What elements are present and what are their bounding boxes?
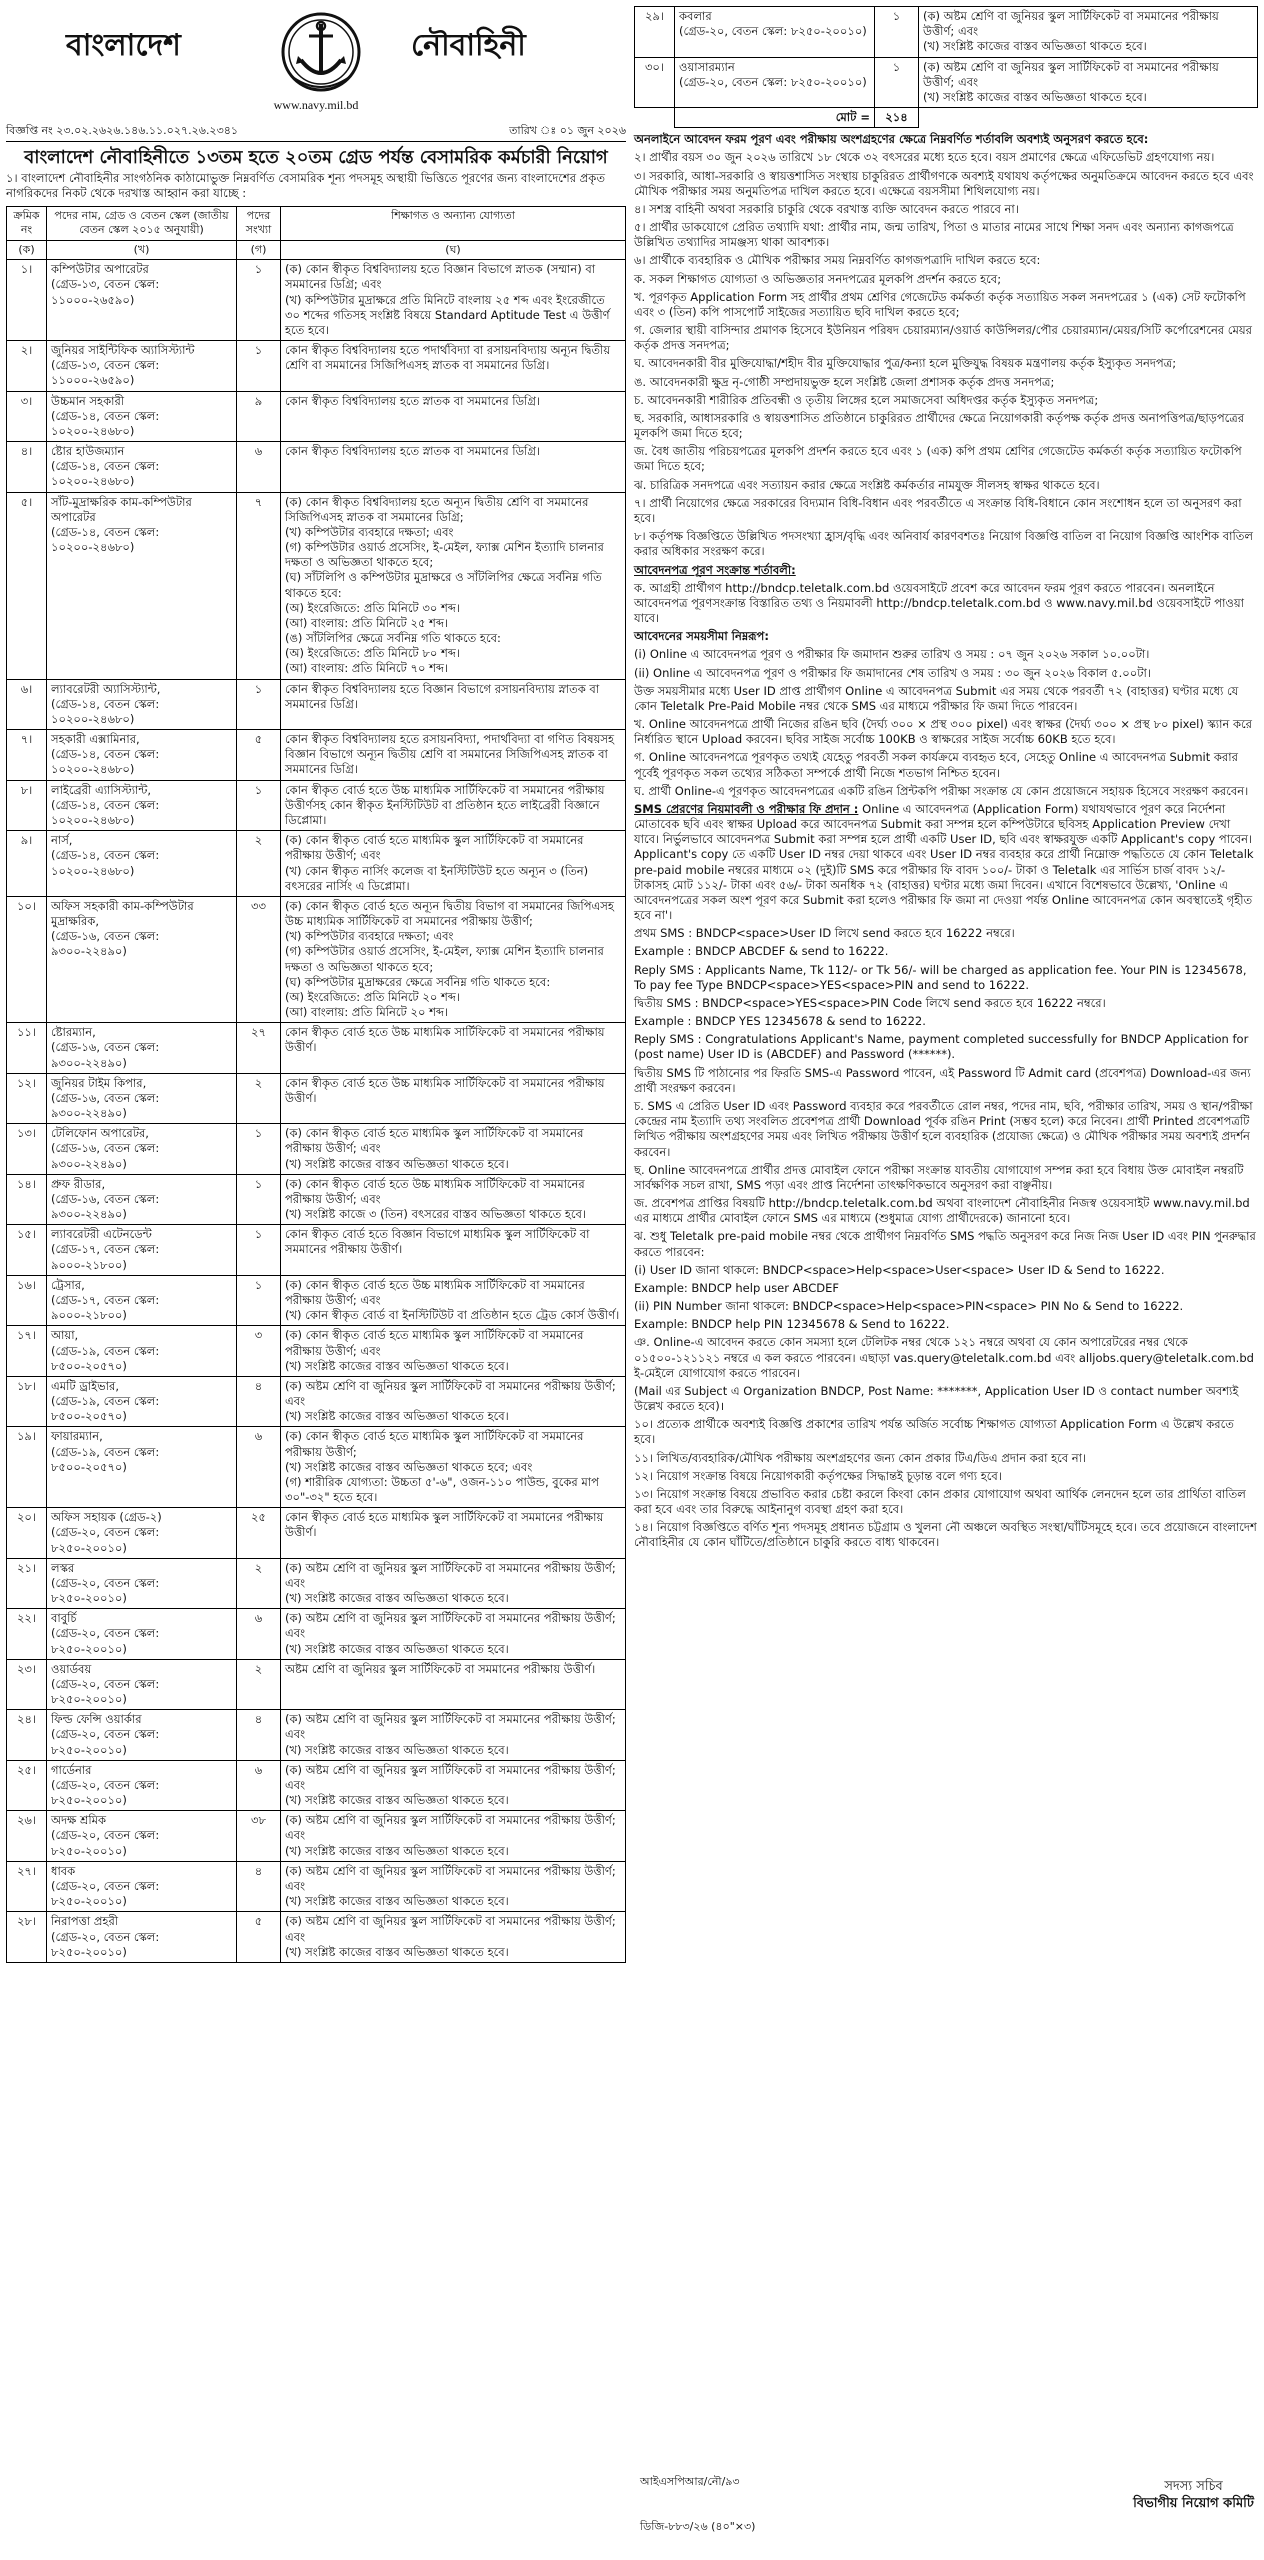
row-serial: ২৯। xyxy=(635,7,675,58)
row-post: ষ্টোরম্যান, (গ্রেড-১৬, বেতন স্কেল: ৯৩০০-২২৪৯০) xyxy=(47,1023,237,1074)
condition-item: ঘ. আবেদনকারী বীর মুক্তিযোদ্ধা/শহীদ বীর মুক্তিযোদ্ধার পুত্র/কন্যা হলে মুক্তিযুদ্ধ বিষয়ক মন্ত্রণালয় কর্তৃক ইস্যুকৃত সনদপত্র; xyxy=(634,356,1177,371)
row-qualification: (ক) অষ্টম শ্রেণি বা জুনিয়র স্কুল সার্টিফিকেট বা সমমানের পরীক্ষায় উত্তীর্ণ; এবং (খ) সংশ্লিষ্ট কাজের বাস্তব অভিজ্ঞতা থাকতে হবে। xyxy=(919,57,1258,108)
row-post: জুনিয়র সাইন্টিফিক অ্যাসিস্ট্যান্ট (গ্রেড-১৩, বেতন স্কেল: ১১০০০-২৬৫৯০) xyxy=(47,341,237,392)
row-post: ষ্টোর হাউজম্যান (গ্রেড-১৪, বেতন স্কেল: ১০২০০-২৪৬৮০) xyxy=(47,442,237,493)
table-row xyxy=(7,1760,626,1811)
table-row xyxy=(7,1073,626,1124)
row-serial: ২। xyxy=(7,341,47,392)
schedule-list xyxy=(634,647,1258,799)
row-post: গার্ডেনার (গ্রেড-২০, বেতন স্কেল: ৮২৫০-২০০১০) xyxy=(47,1760,237,1811)
condition-item: ৩। সরকারি, আধা-সরকারি ও স্বায়ত্তশাসিত সংস্থায় চাকুরিরত প্রার্থীগণকে অবশ্যই যথাযথ কর্তৃপক্ষের অনুমতিক্রমে আবেদন করতে হবে এবং মৌখিক পরীক্ষার সময় অনুমতিপত্র দাখিল করতে হবে। এক্ষেত্রে বয়সসীমা শিথিলযোগ্য নয়। xyxy=(634,168,1254,198)
table-row xyxy=(7,492,626,679)
table-row xyxy=(7,442,626,493)
conditions-title: অনলাইনে আবেদন ফরম পূরণ এবং পরীক্ষায় অংশগ্রহণের ক্ষেত্রে নিম্নবর্ণিত শর্তাবলি অবশ্যই অনুসরণ করতে হবে: xyxy=(634,132,1149,147)
extra-condition-item: ছ. Online আবেদনপত্রে প্রার্থীর প্রদত্ত মোবাইল ফোনে পরীক্ষা সংক্রান্ত যাবতীয় যোগাযোগ সম্পন্ন করা হবে বিধায় উক্ত মোবাইল নম্বরটি সার্বক্ষণিক সচল রাখা, SMS পড়া এবং প্রাপ্ত নির্দেশনা তাৎক্ষণিকভাবে অনুসরণ করা বাঞ্ছনীয়। xyxy=(634,1162,1244,1192)
table-row xyxy=(7,679,626,730)
row-serial: ২২। xyxy=(7,1609,47,1660)
schedule-item: (ii) Online এ আবেদনপত্র পূরণ ও পরীক্ষার ফি জমাদানের শেষ তারিখ ও সময় : ৩০ জুন ২০২৬ বিকাল ৫.০০টা। xyxy=(634,665,1151,680)
conditions-list xyxy=(634,150,1258,559)
row-post: লাইব্রেরী এ্যাসিস্ট্যান্ট, (গ্রেড-১৪, বেতন স্কেল: ১০২০০-২৪৬৮০) xyxy=(47,780,237,831)
row-qualification: (ক) কোন স্বীকৃত বোর্ড হতে উচ্চ মাধ্যমিক সার্টিফিকেট বা সমমানের পরীক্ষায় উত্তীর্ণ; এবং (খ) সংশ্লিষ্ট কাজে ৩ (তিন) বৎসরের বাস্তব অভিজ্ঞতা থাকতে হবে। xyxy=(281,1174,626,1225)
sms-reply-2: Reply SMS : Congratulations Applicant's Name, payment completed successfully for BNDCP Application for (post name) User ID is (ABCDEF) and Password (******). xyxy=(634,1032,1249,1062)
ref-number: বিজ্ঞপ্তি নং ২৩.০২.২৬২৬.১৪৬.১১.০২৭.২৬.২৩৪১ xyxy=(6,124,239,137)
row-serial: ৬। xyxy=(7,679,47,730)
row-qualification: (ক) কোন স্বীকৃত বিশ্ববিদ্যালয় হতে বিজ্ঞান বিভাগে স্নাতক (সম্মান) বা সমমানের ডিগ্রি; এবং (খ) কম্পিউটার মুদ্রাক্ষরে প্রতি মিনিটে বাংলায় ২৫ শব্দ এবং ইংরেজীতে ৩০ শব্দের গতিসহ সংশ্লিষ্ট বিষয়ে Standard Aptitude Test এ উত্তীর্ণ হতে হবে। xyxy=(281,260,626,341)
condition-item: খ. পূরণকৃত Application Form সহ প্রার্থীর প্রথম শ্রেণির গেজেটেড কর্মকর্তা কর্তৃক সত্যায়িত সকল সনদপত্রের ১ (এক) সেট ফটোকপি এবং ৩ (তিন) কপি পাসপোর্ট সাইজের সত্যায়িত ছবি দাখিল করতে হবে; xyxy=(634,289,1246,319)
row-post: প্রুফ রীডার, (গ্রেড-১৬, বেতন স্কেল: ৯৩০০-২২৪৯০) xyxy=(47,1174,237,1225)
sms-after: দ্বিতীয় SMS টি পাঠানোর পর ফিরতি SMS-এ Password পাবেন, এই Password টি Admit card (প্রবেশপত্র) Download-এর জন্য প্রার্থী সংরক্ষণ করবেন। xyxy=(634,1065,1251,1095)
col-header-count: পদের সংখ্যা xyxy=(237,206,281,240)
condition-item: চ. আবেদনকারী শারীরিক প্রতিবন্ধী ও তৃতীয় লিঙ্গের হলে সমাজসেবা অধিদপ্তর কর্তৃক ইস্যুকৃত সনদপত্র; xyxy=(634,392,1099,407)
row-count: ৪ xyxy=(237,1710,281,1761)
row-count: ৬ xyxy=(237,1760,281,1811)
row-qualification: (ক) অষ্টম শ্রেণি বা জুনিয়র স্কুল সার্টিফিকেট বা সমমানের পরীক্ষায় উত্তীর্ণ; এবং (খ) সংশ্লিষ্ট কাজের বাস্তব অভিজ্ঞতা থাকতে হবে। xyxy=(281,1811,626,1862)
condition-item: ছ. সরকারি, আধাসরকারি ও স্বায়ত্তশাসিত প্রতিষ্ঠানে চাকুরিরত প্রার্থীদের ক্ষেত্রে নিয়োগকারী কর্তৃপক্ষ কর্তৃক প্রদত্ত অনাপত্তিপত্র/ছাড়পত্রের মূলকপি জমা দিতে হবে; xyxy=(634,410,1245,441)
row-count: ১ xyxy=(875,7,919,58)
final-condition-item: ১১। লিখিত/ব্যবহারিক/মৌখিক পরীক্ষায় অংশগ্রহণের জন্য কোন প্রকার টিএ/ডিএ প্রদান করা হবে না। xyxy=(634,1450,1087,1465)
table-row xyxy=(7,831,626,897)
condition-item: গ. জেলার স্থায়ী বাসিন্দার প্রমাণক হিসেবে ইউনিয়ন পরিষদ চেয়ারম্যান/ওয়ার্ড কাউন্সিলর/পৌর চেয়ারম্যান/মেয়র/সিটি কর্পোরেশনের মেয়র কর্তৃক প্রদত্ত সনদপত্র; xyxy=(634,323,1252,353)
row-qualification: কোন স্বীকৃত বিশ্ববিদ্যালয় হতে রসায়নবিদ্যা, পদার্থবিদ্যা বা গণিত বিষয়সহ বিজ্ঞান বিভাগে অন্যূন দ্বিতীয় শ্রেণি বা সমমানের সিজিপিএসহ স্নাতক বা সমমানের ডিগ্রি। xyxy=(281,730,626,781)
row-count: ১ xyxy=(237,1174,281,1225)
row-post: ফায়ারম্যান, (গ্রেড-১৯, বেতন স্কেল: ৮৫০০-২০৫৭০) xyxy=(47,1427,237,1508)
table-header-row xyxy=(7,206,626,240)
condition-item: ৪। সশস্ত্র বাহিনী অথবা সরকারি চাকুরি থেকে বরখাস্ত ব্যক্তি আবেদন করতে পারবে না। xyxy=(634,201,1019,216)
col-header-qualification: শিক্ষাগত ও অন্যান্য যোগ্যতা xyxy=(281,206,626,240)
ref-line xyxy=(6,124,626,142)
row-count: ১ xyxy=(237,1124,281,1175)
circular-date: তারিখ ঃ ০১ জুন ২০২৬ xyxy=(509,124,626,137)
row-post: ওয়ার্ডবয় (গ্রেড-২০, বেতন স্কেল: ৮২৫০-২০০১০) xyxy=(47,1659,237,1710)
right-column xyxy=(634,6,1258,1554)
row-count: ৫ xyxy=(237,730,281,781)
row-count: ১ xyxy=(237,679,281,730)
row-post: আয়া, (গ্রেড-১৯, বেতন স্কেল: ৮৫০০-২০৫৭০) xyxy=(47,1326,237,1377)
table-row xyxy=(7,1326,626,1377)
row-count: ২ xyxy=(237,1558,281,1609)
sms-intro: Online এ আবেদনপত্র (Application Form) যথাযথভাবে পূরণ করে নির্দেশনা মোতাবেক ছবি এবং স্বাক্ষর Upload করে আবেদনপত্র Submit করা সম্পন্ন হলে কম্পিউটারে ছবিসহ Application Preview দেখা যাবে। নির্ভুলভাবে আবেদনপত্র Submit করা সম্পন্ন হলে প্রার্থী একটি User ID, ছবি এবং স্বাক্ষরযুক্ত একটি Applicant's copy পাবেন। Applicant's copy তে একটি User ID নম্বর দেয়া থাকবে এবং User ID নম্বর ব্যবহার করে প্রার্থী নিম্নোক্ত পদ্ধতিতে যে কোন Teletalk pre-paid mobile নম্বরের মাধ্যমে ০২ (দুই)টি SMS করে পরীক্ষার ফি বাবদ ১০০/- টাকা ও Teletalk এর সার্ভিস চার্জ বাবদ ১২/- টাকাসহ মোট ১১২/- টাকা এবং ৫৬/- টাকা অনধিক ৭২ (বাহাত্তর) ঘণ্টার মধ্যে জমা দিবেন। এখানে বিশেষভাবে উল্লেখ্য, 'Online এ আবেদনপত্রের সকল অংশ পূরণ করে Submit করা হলেও পরীক্ষার ফি জমা না দেওয়া পর্যন্ত Online আবেদনপত্র কোন অবস্থাতেই গৃহীত হবে না'। xyxy=(634,801,1254,923)
sms-reply-1: Reply SMS : Applicants Name, Tk 112/- or Tk 56/- will be charged as application fee. Your PIN is 12345678, To pay fee Type BNDCP<space>YES<space>PIN and send to 16222. xyxy=(634,962,1247,992)
final-condition-item: ১০। প্রত্যেক প্রার্থীকে অবশ্যই বিজ্ঞপ্তি প্রকাশের তারিখ পর্যন্ত অর্জিত সর্বোচ্চ শিক্ষাগত যোগ্যতা Application Form এ উল্লেখ করতে হবে। xyxy=(634,1417,1234,1447)
row-qualification: (ক) অষ্টম শ্রেণি বা জুনিয়র স্কুল সার্টিফিকেট বা সমমানের পরীক্ষায় উত্তীর্ণ; এবং (খ) সংশ্লিষ্ট কাজের বাস্তব অভিজ্ঞতা থাকতে হবে। xyxy=(281,1609,626,1660)
condition-item: ঝ. চারিত্রিক সনদপত্রে এবং সত্যায়ন করার ক্ষেত্রে সংশ্লিষ্ট কর্মকর্তার নামযুক্ত সীলসহ স্বাক্ষর থাকতে হবে। xyxy=(634,477,1100,492)
row-post: সহকারী এক্সামিনার, (গ্রেড-১৪, বেতন স্কেল: ১০২০০-২৪৬৮০) xyxy=(47,730,237,781)
schedule-item: (i) Online এ আবেদনপত্র পূরণ ও পরীক্ষার ফি জমাদান শুরুর তারিখ ও সময় : ০৭ জুন ২০২৬ সকাল ১০.০০টা। xyxy=(634,647,1150,662)
row-post: ল্যাবরেটরী এটেনডেন্ট (গ্রেড-১৭, বেতন স্কেল: ৯০০০-২১৮০০) xyxy=(47,1225,237,1276)
table-row xyxy=(7,1609,626,1660)
table-row xyxy=(7,260,626,341)
table-row xyxy=(7,896,626,1022)
row-count: ৯ xyxy=(237,391,281,442)
main-title: বাংলাদেশ নৌবাহিনীতে ১৩তম হতে ২০তম গ্রেড পর্যন্ত বেসামরিক কর্মচারী নিয়োগ xyxy=(24,146,608,168)
schedule-item: গ. Online আবেদনপত্রে পূরণকৃত তথ্যই যেহেতু পরবর্তী সকল কার্যক্রমে ব্যবহৃত হবে, সেহেতু Online এ আবেদনপত্র Submit করার পূর্বেই পূরণকৃত সকল তথ্যের সঠিকতা সম্পর্কে প্রার্থী নিজে শতভাগ নিশ্চিত হবেন। xyxy=(634,750,1238,780)
signature-sub: বিভাগীয় নিয়োগ কমিটি xyxy=(1133,2496,1254,2512)
table-row xyxy=(7,1558,626,1609)
table-body-continued xyxy=(635,7,1258,108)
col-letter: (খ) xyxy=(47,240,237,260)
table-body xyxy=(7,260,626,1963)
row-post: ফিল্ড ফেন্সি ওয়ার্কার (গ্রেড-২০, বেতন স্কেল: ৮২৫০-২০০১০) xyxy=(47,1710,237,1761)
row-qualification: (ক) অষ্টম শ্রেণি বা জুনিয়র স্কুল সার্টিফিকেট বা সমমানের পরীক্ষায় উত্তীর্ণ; এবং (খ) সংশ্লিষ্ট কাজের বাস্তব অভিজ্ঞতা থাকতে হবে। xyxy=(281,1912,626,1963)
row-post: কম্পিউটার অপারেটর (গ্রেড-১৩, বেতন স্কেল: ১১০০০-২৬৫৯০) xyxy=(47,260,237,341)
row-post: ওয়াসারম্যান (গ্রেড-২০, বেতন স্কেল: ৮২৫০-২০০১০) xyxy=(675,57,875,108)
row-serial: ৯। xyxy=(7,831,47,897)
conditions-section xyxy=(634,132,1258,1550)
final-condition-item: ১২। নিয়োগ সংক্রান্ত বিষয়ে নিয়োগকারী কর্তৃপক্ষের সিদ্ধান্তই চূড়ান্ত বলে গণ্য হবে। xyxy=(634,1468,1002,1483)
table-row xyxy=(7,1508,626,1559)
row-post: জুনিয়র টাইম কিপার, (গ্রেড-১৬, বেতন স্কেল: ৯৩০০-২২৪৯০) xyxy=(47,1073,237,1124)
posts-table xyxy=(6,206,626,1963)
row-count: ২ xyxy=(237,1659,281,1710)
table-row xyxy=(7,730,626,781)
row-serial: ৩০। xyxy=(635,57,675,108)
col-letter: (ঘ) xyxy=(281,240,626,260)
recover-pin-example: Example: BNDCP help PIN 12345678 & Send to 16222. xyxy=(634,1317,950,1332)
intro-text: ১। বাংলাদেশ নৌবাহিনীর সাংগঠনিক কাঠামোভুক্ত নিম্নবর্ণিত বেসামরিক শূন্য পদসমূহ অস্থায়ী ভিত্তিতে পূরণের জন্য বাংলাদেশের প্রকৃত নাগরিকদের নিকট থেকে দরখাস্ত আহ্বান করা যাচ্ছে : xyxy=(6,171,605,201)
row-post: বাবুর্চি (গ্রেড-২০, বেতন স্কেল: ৮২৫০-২০০১০) xyxy=(47,1609,237,1660)
sms-first-example: Example : BNDCP ABCDEF & send to 16222. xyxy=(634,944,889,959)
row-serial: ২৩। xyxy=(7,1659,47,1710)
table-row xyxy=(7,1659,626,1710)
row-count: ১ xyxy=(237,260,281,341)
row-count: ৩ xyxy=(237,1326,281,1377)
row-post: ল্যাবরেটরী অ্যাসিস্ট্যান্ট, (গ্রেড-১৪, বেতন স্কেল: ১০২০০-২৪৬৮০) xyxy=(47,679,237,730)
row-serial: ২০। xyxy=(7,1508,47,1559)
row-qualification: কোন স্বীকৃত বিশ্ববিদ্যালয় হতে পদার্থবিদ্যা বা রসায়নবিদ্যায় অন্যূন দ্বিতীয় শ্রেণি বা সমমানের সিজিপিএসহ স্নাতক বা সমমানের ডিগ্রি। xyxy=(281,341,626,392)
table-row xyxy=(7,780,626,831)
schedule-item: ঘ. প্রার্থী Online-এ পূরণকৃত আবেদনপত্রের একটি রঙিন প্রিন্টকপি পরীক্ষা সংক্রান্ত যে কোন প্রয়োজনে সহায়ক হিসেবে সংরক্ষণ করবেন। xyxy=(634,783,1249,798)
row-count: ২ xyxy=(237,1073,281,1124)
row-serial: ৩। xyxy=(7,391,47,442)
row-serial: ১৪। xyxy=(7,1174,47,1225)
row-serial: ১৬। xyxy=(7,1275,47,1326)
table-row xyxy=(7,391,626,442)
schedule-item: উক্ত সময়সীমার মধ্যে User ID প্রাপ্ত প্রার্থীগণ Online এ আবেদনপত্র Submit এর সময় থেকে পরবর্তী ৭২ (বাহাত্তর) ঘণ্টার মধ্যে যে কোন Teletalk Pre-Paid Mobile নম্বর থেকে SMS এর মাধ্যমে পরীক্ষার ফি জমা দিতে পারবেন। xyxy=(634,683,1239,713)
row-qualification: (ক) অষ্টম শ্রেণি বা জুনিয়র স্কুল সার্টিফিকেট বা সমমানের পরীক্ষায় উত্তীর্ণ; এবং (খ) সংশ্লিষ্ট কাজের বাস্তব অভিজ্ঞতা থাকতে হবে। xyxy=(281,1760,626,1811)
row-serial: ১২। xyxy=(7,1073,47,1124)
footer-ref: ডিজি-৮৮৩/২৬ (৪০"×৩) xyxy=(640,2520,756,2533)
table-row xyxy=(7,1174,626,1225)
left-column xyxy=(6,6,626,1963)
row-qualification: (ক) কোন স্বীকৃত বোর্ড হতে অন্যূন দ্বিতীয় বিভাগ বা সমমানের জিপিএসহ উচ্চ মাধ্যমিক সার্টিফিকেট বা সমমানের পরীক্ষায় উত্তীর্ণ; (খ) কম্পিউটার ব্যবহারে দক্ষতা; এবং (গ) কম্পিউটার ওয়ার্ড প্রসেসিং, ই-মেইল, ফ্যাক্স মেশিন ইত্যাদি চালনার দক্ষতা ও অভিজ্ঞতা থাকতে হবে; (ঘ) কম্পিউটার মুদ্রাক্ষরের ক্ষেত্রে সর্বনিম্ন গতি থাকতে হবে: (অ) ইংরেজিতে: প্রতি মিনিটে ২০ শব্দ। (আ) বাংলায়: প্রতি মিনিটে ২০ শব্দ। xyxy=(281,896,626,1022)
row-count: ৭ xyxy=(237,492,281,679)
recover-user-id-example: Example: BNDCP help user ABCDEF xyxy=(634,1280,839,1295)
row-count: ২৭ xyxy=(237,1023,281,1074)
table-row xyxy=(7,1023,626,1074)
condition-item: ৮। কর্তৃপক্ষ বিজ্ঞপ্তিতে উল্লিখিত পদসংখ্যা হ্রাস/বৃদ্ধি এবং অনিবার্য কারণবশতঃ নিয়োগ বিজ্ঞপ্তি বাতিল বা নিয়োগ বিজ্ঞপ্তি আংশিক বাতিল করার অধিকার সংরক্ষণ করে। xyxy=(634,529,1253,559)
row-qualification: (ক) কোন স্বীকৃত বোর্ড হতে মাধ্যমিক স্কুল সার্টিফিকেট বা সমমানের পরীক্ষায় উত্তীর্ণ; (খ) সংশ্লিষ্ট কাজের বাস্তব অভিজ্ঞতা থাকতে হবে; এবং (গ) শারীরিক যোগ্যতা: উচ্চতা ৫'-৬", ওজন-১১০ পাউন্ড, বুকের মাপ ৩০"-৩২" হতে হবে। xyxy=(281,1427,626,1508)
sms-section xyxy=(634,802,1258,923)
total-label: মোট = xyxy=(675,108,875,128)
row-serial: ২৮। xyxy=(7,1912,47,1963)
table-row xyxy=(7,1861,626,1912)
help-para: ঞ. Online-এ আবেদন করতে কোন সমস্যা হলে টেলিটক নম্বর থেকে ১২১ নম্বরে অথবা যে কোন অপারেটরের নম্বর থেকে ০১৫০০-১২১১২১ নম্বরে এ কল করতে পারবেন। এছাড়া vas.query@teletalk.com.bd এবং alljobs.query@teletalk.com.bd ই-মেইলে যোগাযোগ করতে পারবেন। xyxy=(634,1335,1254,1380)
signature-title: সদস্য সচিব xyxy=(1164,2479,1223,2494)
row-serial: ৭। xyxy=(7,730,47,781)
col-letter: (ক) xyxy=(7,240,47,260)
table-row xyxy=(635,7,1258,58)
row-post: উচ্চমান সহকারী (গ্রেড-১৪, বেতন স্কেল: ১০২০০-২৪৬৮০) xyxy=(47,391,237,442)
row-count: ৬ xyxy=(237,1609,281,1660)
row-count: ৬ xyxy=(237,1427,281,1508)
row-serial: ৮। xyxy=(7,780,47,831)
table-row xyxy=(7,1427,626,1508)
mail-para: (Mail এর Subject এ Organization BNDCP, Post Name: *******, Application User ID ও contact number অবশ্যই উল্লেখ করতে হবে)। xyxy=(634,1383,1239,1414)
row-count: ৪ xyxy=(237,1861,281,1912)
row-post: টেলিফোন অপারেটর, (গ্রেড-১৬, বেতন স্কেল: ৯৩০০-২২৪৯০) xyxy=(47,1124,237,1175)
col-header-sl: ক্রমিক নং xyxy=(7,206,47,240)
row-serial: ৪। xyxy=(7,442,47,493)
recover-user-id: (i) User ID জানা থাকলে: BNDCP<space>Help<space>User<space> User ID & Send to 16222. xyxy=(634,1262,1165,1277)
row-count: ৪ xyxy=(237,1376,281,1427)
row-qualification: কোন স্বীকৃত বোর্ড হতে উচ্চ মাধ্যমিক সার্টিফিকেট বা সমমানের পরীক্ষায় উত্তীর্ণ। xyxy=(281,1073,626,1124)
row-serial: ১১। xyxy=(7,1023,47,1074)
sms-title: SMS প্রেরণের নিয়মাবলী ও পরীক্ষার ফি প্রদান : xyxy=(634,801,859,816)
row-post: লস্কর (গ্রেড-২০, বেতন স্কেল: ৮২৫০-২০০১০) xyxy=(47,1558,237,1609)
row-count: ১ xyxy=(237,341,281,392)
row-post: ট্রেসার, (গ্রেড-১৭, বেতন স্কেল: ৯০০০-২১৮০০) xyxy=(47,1275,237,1326)
row-qualification: (ক) কোন স্বীকৃত বোর্ড হতে মাধ্যমিক স্কুল সার্টিফিকেট বা সমমানের পরীক্ষায় উত্তীর্ণ; এবং (খ) কোন স্বীকৃত নার্সিং কলেজ বা ইনস্টিটিউট হতে অন্যূন ৩ (তিন) বৎসরের নার্সিং এ ডিপ্লোমা। xyxy=(281,831,626,897)
row-serial: ১৩। xyxy=(7,1124,47,1175)
table-row xyxy=(7,1275,626,1326)
row-post: অদক্ষ শ্রমিক (গ্রেড-২০, বেতন স্কেল: ৮২৫০-২০০১০) xyxy=(47,1811,237,1862)
row-serial: ১৯। xyxy=(7,1427,47,1508)
sms-first: প্রথম SMS : BNDCP<space>User ID লিখে send করতে হবে 16222 নম্বরে। xyxy=(634,926,1015,941)
row-post: কবলার (গ্রেড-২০, বেতন স্কেল: ৮২৫০-২০০১০) xyxy=(675,7,875,58)
condition-item: ২। প্রার্থীর বয়স ৩০ জুন ২০২৬ তারিখে ১৮ থেকে ৩২ বৎসরের মধ্যে হতে হবে। বয়স প্রমাণের ক্ষেত্রে এফিডেভিট গ্রহণযোগ্য নয়। xyxy=(634,150,1215,165)
row-qualification: কোন স্বীকৃত বোর্ড হতে মাধ্যমিক স্কুল সার্টিফিকেট বা সমমানের পরীক্ষায় উত্তীর্ণ। xyxy=(281,1508,626,1559)
row-serial: ১৭। xyxy=(7,1326,47,1377)
final-conditions xyxy=(634,1417,1258,1550)
total-row xyxy=(635,108,1258,128)
row-count: ১ xyxy=(237,780,281,831)
website-link[interactable]: www.navy.mil.bd xyxy=(273,98,359,112)
row-serial: ১৫। xyxy=(7,1225,47,1276)
row-serial: ২৪। xyxy=(7,1710,47,1761)
row-serial: ১৮। xyxy=(7,1376,47,1427)
table-row xyxy=(7,341,626,392)
row-qualification: (ক) কোন স্বীকৃত বিশ্ববিদ্যালয় হতে অন্যূন দ্বিতীয় শ্রেণি বা সমমানের সিজিপিএসহ স্নাতক বা সমমানের ডিগ্রি; (খ) কম্পিউটার ব্যবহারে দক্ষতা; এবং (গ) কম্পিউটার ওয়ার্ড প্রসেসিং, ই-মেইল, ফ্যাক্স মেশিন ইত্যাদি চালনার দক্ষতা ও অভিজ্ঞতা থাকতে হবে; (ঘ) সাঁটলিপি ও কম্পিউটার মুদ্রাক্ষরে ও সাঁটলিপির ক্ষেত্রে সর্বনিম্ন গতি থাকতে হবে: (অ) ইংরেজিতে: প্রতি মিনিটে ৩০ শব্দ। (আ) বাংলায়: প্রতি মিনিটে ২৫ শব্দ। (ঙ) সাঁটলিপির ক্ষেত্রে সর্বনিম্ন গতি থাকতে হবে: (অ) ইংরেজিতে: প্রতি মিনিটে ৮০ শব্দ। (আ) বাংলায়: প্রতি মিনিটে ৭০ শব্দ। xyxy=(281,492,626,679)
table-row xyxy=(7,1811,626,1862)
condition-item: জ. বৈধ জাতীয় পরিচয়পত্রের মূলকপি প্রদর্শন করতে হবে এবং ১ (এক) কপি প্রথম শ্রেণির গেজেটেড কর্মকর্তা কর্তৃক সত্যায়িত ফটোকপি জমা দিতে হবে; xyxy=(634,444,1242,474)
extra-condition-item: জ. প্রবেশপত্র প্রাপ্তির বিষয়টি http://bndcp.teletalk.com.bd অথবা বাংলাদেশ নৌবাহিনীর নিজস্ব ওয়েবসাইট www.navy.mil.bd এর মাধ্যমে প্রার্থীর মোবাইল ফোনে SMS এর মাধ্যমে (শুধুমাত্র যোগ্য প্রার্থীদেরকে) জানানো হবে। xyxy=(634,1196,1250,1226)
condition-item: ৫। প্রার্থীর ডাকযোগে প্রেরিত তথ্যাদি যথা: প্রার্থীর নাম, জন্ম তারিখ, পিতা ও মাতার নামের সাথে শিক্ষা সনদ এবং অন্যান্য কাগজপত্রে উল্লিখিত তথ্যাদির সামঞ্জস্য থাকা আবশ্যক। xyxy=(634,220,1234,250)
col-header-post: পদের নাম, গ্রেড ও বেতন স্কেল (জাতীয় বেতন স্কেল ২০১৫ অনুযায়ী) xyxy=(47,206,237,240)
row-count: ১ xyxy=(237,1225,281,1276)
row-qualification: (ক) অষ্টম শ্রেণি বা জুনিয়র স্কুল সার্টিফিকেট বা সমমানের পরীক্ষায় উত্তীর্ণ; এবং (খ) সংশ্লিষ্ট কাজের বাস্তব অভিজ্ঞতা থাকতে হবে। xyxy=(281,1376,626,1427)
extra-condition-item: ঝ. শুধু Teletalk pre-paid mobile নম্বর থেকে প্রার্থীগণ নিম্নবর্ণিত SMS পদ্ধতি অনুসরণ করে নিজ নিজ User ID এবং PIN পুনরুদ্ধার করতে পারবেন: xyxy=(634,1229,1256,1259)
row-qualification: (ক) অষ্টম শ্রেণি বা জুনিয়র স্কুল সার্টিফিকেট বা সমমানের পরীক্ষায় উত্তীর্ণ; এবং (খ) সংশ্লিষ্ট কাজের বাস্তব অভিজ্ঞতা থাকতে হবে। xyxy=(281,1710,626,1761)
table-row xyxy=(7,1710,626,1761)
row-serial: ২৫। xyxy=(7,1760,47,1811)
row-qualification: (ক) অষ্টম শ্রেণি বা জুনিয়র স্কুল সার্টিফিকেট বা সমমানের পরীক্ষায় উত্তীর্ণ; এবং (খ) সংশ্লিষ্ট কাজের বাস্তব অভিজ্ঞতা থাকতে হবে। xyxy=(919,7,1258,58)
table-row xyxy=(7,1124,626,1175)
ispr-ref: আইএসপিআর/নৌ/৯৩ xyxy=(640,2475,740,2488)
row-post: এমটি ড্রাইভার, (গ্রেড-১৯, বেতন স্কেল: ৮৫০০-২০৫৭০) xyxy=(47,1376,237,1427)
header-left-title: বাংলাদেশ xyxy=(66,28,181,63)
row-post: অফিস সহকারী কাম-কম্পিউটার মুদ্রাক্ষরিক, (গ্রেড-১৬, বেতন স্কেল: ৯৩০০-২২৪৯০) xyxy=(47,896,237,1022)
condition-item: ৭। প্রার্থী নিয়োগের ক্ষেত্রে সরকারের বিদ্যমান বিধি-বিধান এবং পরবর্তীতে এ সংক্রান্ত বিধি-বিধানে কোন সংশোধন হলে তা অনুসরণ করা হবে। xyxy=(634,495,1242,525)
row-post: সাঁট-মুদ্রাক্ষরিক কাম-কম্পিউটার অপারেটর (গ্রেড-১৪, বেতন স্কেল: ১০২০০-২৪৬৮০) xyxy=(47,492,237,679)
row-qualification: (ক) কোন স্বীকৃত বোর্ড হতে মাধ্যমিক স্কুল সার্টিফিকেট বা সমমানের পরীক্ষায় উত্তীর্ণ; এবং (খ) সংশ্লিষ্ট কাজের বাস্তব অভিজ্ঞতা থাকতে হবে। xyxy=(281,1326,626,1377)
row-serial: ২৬। xyxy=(7,1811,47,1862)
table-row xyxy=(7,1225,626,1276)
recover-pin: (ii) PIN Number জানা থাকলে: BNDCP<space>Help<space>PIN<space> PIN No & Send to 16222. xyxy=(634,1299,1184,1314)
header-right-title: নৌবাহিনী xyxy=(411,28,526,63)
row-qualification: (ক) অষ্টম শ্রেণি বা জুনিয়র স্কুল সার্টিফিকেট বা সমমানের পরীক্ষায় উত্তীর্ণ; এবং (খ) সংশ্লিষ্ট কাজের বাস্তব অভিজ্ঞতা থাকতে হবে। xyxy=(281,1558,626,1609)
row-qualification: কোন স্বীকৃত বোর্ড হতে উচ্চ মাধ্যমিক সার্টিফিকেট বা সমমানের পরীক্ষায় উত্তীর্ণসহ কোন স্বীকৃত ইনস্টিটিউট বা প্রতিষ্ঠান হতে লাইব্রেরী বিজ্ঞানে ডিপ্লোমা। xyxy=(281,780,626,831)
row-qualification: কোন স্বীকৃত বোর্ড হতে উচ্চ মাধ্যমিক সার্টিফিকেট বা সমমানের পরীক্ষায় উত্তীর্ণ। xyxy=(281,1023,626,1074)
total-value: ২১৪ xyxy=(875,108,919,128)
sms-second: দ্বিতীয় SMS : BNDCP<space>YES<space>PIN Code লিখে send করতে হবে 16222 নম্বরে। xyxy=(634,995,1106,1010)
condition-item: ক. সকল শিক্ষাগত যোগ্যতা ও অভিজ্ঞতার সনদপত্রের মূলকপি প্রদর্শন করতে হবে; xyxy=(634,271,1002,286)
row-qualification: (ক) অষ্টম শ্রেণি বা জুনিয়র স্কুল সার্টিফিকেট বা সমমানের পরীক্ষায় উত্তীর্ণ; এবং (খ) সংশ্লিষ্ট কাজের বাস্তব অভিজ্ঞতা থাকতে হবে। xyxy=(281,1861,626,1912)
header xyxy=(6,6,626,124)
row-post: ধাবক (গ্রেড-২০, বেতন স্কেল: ৮২৫০-২০০১০) xyxy=(47,1861,237,1912)
table-row xyxy=(635,57,1258,108)
row-post: নিরাপত্তা প্রহরী (গ্রেড-২০, বেতন স্কেল: ৮২৫০-২০০১০) xyxy=(47,1912,237,1963)
final-condition-item: ১৪। নিয়োগ বিজ্ঞপ্তিতে বর্ণিত শূন্য পদসমূহ প্রধানত চট্টগ্রাম ও খুলনা নৌ অঞ্চলে অবস্থিত সংস্থা/ঘাঁটিসমূহে হবে। তবে প্রয়োজনে বাংলাদেশ নৌবাহিনীর যে কোন ঘাঁটিতে/প্রতিষ্ঠানে চাকুরি করতে বাধ্য থাকবেন। xyxy=(634,1520,1257,1550)
col-letter: (গ) xyxy=(237,240,281,260)
row-count: ১ xyxy=(237,1275,281,1326)
row-count: ৩৮ xyxy=(237,1811,281,1862)
row-qualification: (ক) কোন স্বীকৃত বোর্ড হতে মাধ্যমিক স্কুল সার্টিফিকেট বা সমমানের পরীক্ষায় উত্তীর্ণ; এবং (খ) সংশ্লিষ্ট কাজের বাস্তব অভিজ্ঞতা থাকতে হবে। xyxy=(281,1124,626,1175)
signature-block xyxy=(1133,2478,1254,2512)
posts-table-continued xyxy=(634,6,1258,128)
row-qualification: কোন স্বীকৃত বিশ্ববিদ্যালয় হতে বিজ্ঞান বিভাগে রসায়নবিদ্যায় স্নাতক বা সমমানের ডিগ্রি। xyxy=(281,679,626,730)
row-count: ৫ xyxy=(237,1912,281,1963)
row-count: ৩৩ xyxy=(237,896,281,1022)
row-count: ৬ xyxy=(237,442,281,493)
row-qualification: অষ্টম শ্রেণি বা জুনিয়র স্কুল সার্টিফিকেট বা সমমানের পরীক্ষায় উত্তীর্ণ। xyxy=(281,1659,626,1710)
row-qualification: (ক) কোন স্বীকৃত বোর্ড হতে উচ্চ মাধ্যমিক সার্টিফিকেট বা সমমানের পরীক্ষায় উত্তীর্ণ; এবং (খ) কোন স্বীকৃত বোর্ড বা ইনস্টিটিউট বা প্রতিষ্ঠান হতে ট্রেড কোর্স উত্তীর্ণ। xyxy=(281,1275,626,1326)
table-row xyxy=(7,1912,626,1963)
row-count: ১ xyxy=(875,57,919,108)
form-title: আবেদনপত্র পূরণ সংক্রান্ত শর্তাবলী: xyxy=(634,562,796,577)
schedule-title: আবেদনের সময়সীমা নিম্নরূপ: xyxy=(634,629,769,644)
table-letter-row xyxy=(7,240,626,260)
row-serial: ২৭। xyxy=(7,1861,47,1912)
row-post: নার্স, (গ্রেড-১৪, বেতন স্কেল: ১০২০০-২৪৬৮০) xyxy=(47,831,237,897)
row-qualification: কোন স্বীকৃত বিশ্ববিদ্যালয় হতে স্নাতক বা সমমানের ডিগ্রি। xyxy=(281,391,626,442)
condition-item: ঙ. আবেদনকারী ক্ষুদ্র নৃ-গোষ্ঠী সম্প্রদায়ভুক্ত হলে সংশ্লিষ্ট জেলা প্রশাসক কর্তৃক প্রদত্ত সনদপত্র; xyxy=(634,374,1055,389)
row-serial: ১। xyxy=(7,260,47,341)
row-post: অফিস সহায়ক (গ্রেড-২) (গ্রেড-২০, বেতন স্কেল: ৮২৫০-২০০১০) xyxy=(47,1508,237,1559)
form-condition-item: ক. আগ্রহী প্রার্থীগণ http://bndcp.teletalk.com.bd ওয়েবসাইটে প্রবেশ করে আবেদন ফরম পূরণ করতে পারবেন। অনলাইনে আবেদনপত্র পূরণসংক্রান্ত বিস্তারিত তথ্য ও নিয়মাবলী http://bndcp.teletalk.com.bd ও www.navy.mil.bd ওয়েবসাইটে পাওয়া যাবে। xyxy=(634,580,1244,626)
schedule-item: খ. Online আবেদনপত্রে প্রার্থী নিজের রঙিন ছবি (দৈর্ঘ্য ৩০০ × প্রস্থ ৩০০ pixel) এবং স্বাক্ষর (দৈর্ঘ্য ৩০০ × প্রস্থ ৮০ pixel) স্ক্যান করে নির্ধারিত স্থানে Upload করবেন। ছবির সাইজ সর্বোচ্চ 100KB ও স্বাক্ষরের সাইজ সর্বোচ্চ 60KB হতে হবে। xyxy=(634,717,1252,747)
navy-anchor-logo-icon xyxy=(276,8,366,98)
condition-item: ৬। প্রার্থীকে ব্যবহারিক ও মৌখিক পরীক্ষার সময় নিম্নবর্ণিত কাগজপত্রাদি দাখিল করতে হবে: xyxy=(634,253,1041,268)
table-row xyxy=(7,1376,626,1427)
row-serial: ১০। xyxy=(7,896,47,1022)
row-count: ২ xyxy=(237,831,281,897)
form-conditions xyxy=(634,581,1258,627)
sms-second-example: Example : BNDCP YES 12345678 & send to 16222. xyxy=(634,1014,926,1029)
row-serial: ২১। xyxy=(7,1558,47,1609)
row-qualification: কোন স্বীকৃত বিশ্ববিদ্যালয় হতে স্নাতক বা সমমানের ডিগ্রি। xyxy=(281,442,626,493)
row-qualification: কোন স্বীকৃত বোর্ড হতে বিজ্ঞান বিভাগে মাধ্যমিক স্কুল সার্টিফিকেট বা সমমানের পরীক্ষায় উত্তীর্ণ। xyxy=(281,1225,626,1276)
extra-conditions xyxy=(634,1099,1258,1260)
final-condition-item: ১৩। নিয়োগ সংক্রান্ত বিষয়ে প্রভাবিত করার চেষ্টা করলে কিংবা কোন প্রকার যোগাযোগ অথবা আর্থিক লেনদেন হলে তার প্রার্থিতা বাতিল করা হবে এবং তার বিরুদ্ধে আইনানুগ ব্যবস্থা গ্রহণ করা হবে। xyxy=(634,1486,1246,1517)
extra-condition-item: চ. SMS এ প্রেরিত User ID এবং Password ব্যবহার করে পরবর্তীতে রোল নম্বর, পদের নাম, ছবি, পরীক্ষার তারিখ, সময় ও স্থান/পরীক্ষা কেন্দ্রের নাম ইত্যাদি তথ্য সংবলিত প্রবেশপত্র প্রার্থী Download পূর্বক রঙিন Print (সম্ভব হলে) করে নিবেন। প্রার্থী Printed প্রবেশপত্রটি লিখিত পরীক্ষায় অংশগ্রহণের সময় এবং লিখিত পরীক্ষায় উত্তীর্ণ হলে ব্যবহারিক (প্রযোজ্য ক্ষেত্রে) ও মৌখিক পরীক্ষার সময় অবশ্যই প্রদর্শন করবেন। xyxy=(634,1099,1253,1159)
row-count: ২৫ xyxy=(237,1508,281,1559)
row-serial: ৫। xyxy=(7,492,47,679)
